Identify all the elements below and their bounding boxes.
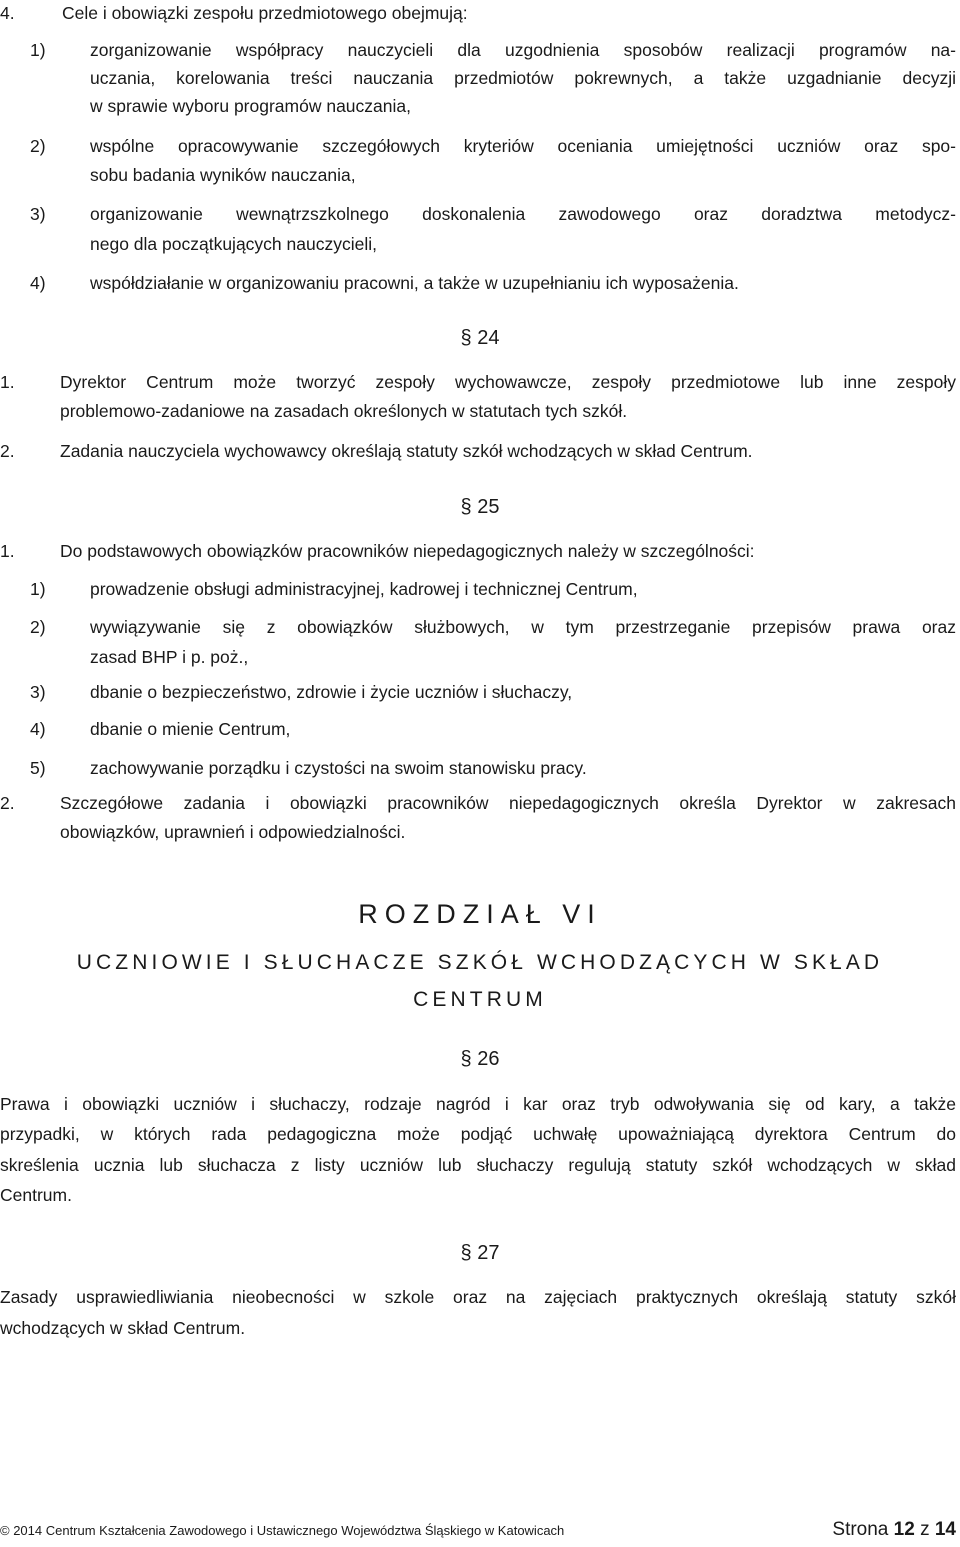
page-word: Strona bbox=[832, 1519, 889, 1540]
paragraph-heading: § 24 bbox=[460, 327, 500, 349]
list-item-line: organizowanie wewnątrzszkolnego doskonalenia zawodowego oraz doradztwa metodycz- bbox=[90, 204, 956, 224]
list-item-line: obowiązków, uprawnień i odpowiedzialności. bbox=[60, 822, 406, 842]
list-item-number: 5) bbox=[30, 758, 46, 778]
list-item-line: prowadzenie obsługi administracyjnej, kadrowej i technicznej Centrum, bbox=[90, 579, 638, 599]
list-item-line: zasad BHP i p. poż., bbox=[90, 647, 249, 667]
list-item-line: zachowywanie porządku i czystości na swoim stanowisku pracy. bbox=[90, 758, 587, 778]
paragraph-line: wchodzących w skład Centrum. bbox=[0, 1318, 246, 1338]
list-item-line: w sprawie wyboru programów nauczania, bbox=[90, 96, 411, 116]
paragraph-line: skreślenia ucznia lub słuchacza z listy uczniów lub słuchaczy regulują statuty szkół wchodzących w skład bbox=[0, 1155, 956, 1175]
chapter-subtitle: UCZNIOWIE I SŁUCHACZE SZKÓŁ WCHODZĄCYCH W SKŁAD bbox=[76, 951, 884, 974]
footer-copyright: © 2014 Centrum Kształcenia Zawodowego i Ustawicznego Województwa Śląskiego w Katowicach bbox=[0, 1523, 565, 1538]
list-item-number: 1. bbox=[0, 541, 15, 561]
paragraph-line: Centrum. bbox=[0, 1185, 72, 1205]
list-item-number: 1) bbox=[30, 40, 46, 60]
list-item-line: dbanie o mienie Centrum, bbox=[90, 719, 291, 739]
paragraph-heading: § 26 bbox=[460, 1048, 500, 1070]
page-of: z bbox=[920, 1519, 930, 1540]
list-item-number: 2) bbox=[30, 617, 46, 637]
paragraph-line: Zasady usprawiedliwiania nieobecności w szkole oraz na zajęciach praktycznych określają statuty szkół bbox=[0, 1287, 956, 1307]
list-item-line: uczania, korelowania treści nauczania przedmiotów pokrewnych, a także uzgadnianie decyzji bbox=[90, 68, 956, 88]
chapter-title: ROZDZIAŁ VI bbox=[358, 899, 602, 929]
section-heading-text: Cele i obowiązki zespołu przedmiotowego obejmują: bbox=[62, 3, 468, 23]
list-item-line: wspólne opracowywanie szczegółowych kryteriów oceniania umiejętności uczniów oraz spo- bbox=[90, 136, 956, 156]
list-item-line: problemowo-zadaniowe na zasadach określonych w statutach tych szkół. bbox=[60, 401, 628, 421]
list-item-line: wywiązywanie się z obowiązków służbowych, w tym przestrzeganie przepisów prawa oraz bbox=[90, 617, 956, 637]
page-current: 12 bbox=[893, 1519, 915, 1540]
list-item-line: zorganizowanie współpracy nauczycieli dla uzgodnienia sposobów realizacji programów na- bbox=[90, 40, 956, 60]
list-item-line: dbanie o bezpieczeństwo, zdrowie i życie uczniów i słuchaczy, bbox=[90, 682, 573, 702]
list-item-number: 4) bbox=[30, 719, 46, 739]
list-number: 4. bbox=[0, 3, 15, 23]
page-number bbox=[832, 1519, 956, 1541]
paragraph-heading: § 25 bbox=[460, 496, 500, 518]
list-item-number: 3) bbox=[30, 204, 46, 224]
list-item-number: 1. bbox=[0, 372, 15, 392]
chapter-subtitle: CENTRUM bbox=[413, 988, 547, 1011]
list-item-line: Szczegółowe zadania i obowiązki pracowników niepedagogicznych określa Dyrektor w zakresach bbox=[60, 793, 956, 813]
paragraph-line: Prawa i obowiązki uczniów i słuchaczy, rodzaje nagród i kar oraz tryb odwoływania się od kary, a także bbox=[0, 1094, 956, 1114]
list-item-number: 2. bbox=[0, 793, 15, 813]
list-item-line: Dyrektor Centrum może tworzyć zespoły wychowawcze, zespoły przedmiotowe lub inne zespoły bbox=[60, 372, 956, 392]
list-item-line: Do podstawowych obowiązków pracowników niepedagogicznych należy w szczególności: bbox=[60, 541, 755, 561]
list-item-number: 2) bbox=[30, 136, 46, 156]
paragraph-line: przypadki, w których rada pedagogiczna może podjąć uchwałę upoważniającą dyrektora Centrum do bbox=[0, 1124, 956, 1144]
list-item-line: nego dla początkujących nauczycieli, bbox=[90, 234, 377, 254]
list-item-line: Zadania nauczyciela wychowawcy określają statuty szkół wchodzących w skład Centrum. bbox=[60, 441, 753, 461]
list-item-line: współdziałanie w organizowaniu pracowni, a także w uzupełnianiu ich wyposażenia. bbox=[90, 273, 739, 293]
paragraph-heading: § 27 bbox=[460, 1242, 500, 1264]
list-item-number: 4) bbox=[30, 273, 46, 293]
list-item-number: 2. bbox=[0, 441, 15, 461]
list-item-number: 1) bbox=[30, 579, 46, 599]
page-total: 14 bbox=[934, 1519, 956, 1540]
list-item-line: sobu badania wyników nauczania, bbox=[90, 165, 356, 185]
list-item-number: 3) bbox=[30, 682, 46, 702]
